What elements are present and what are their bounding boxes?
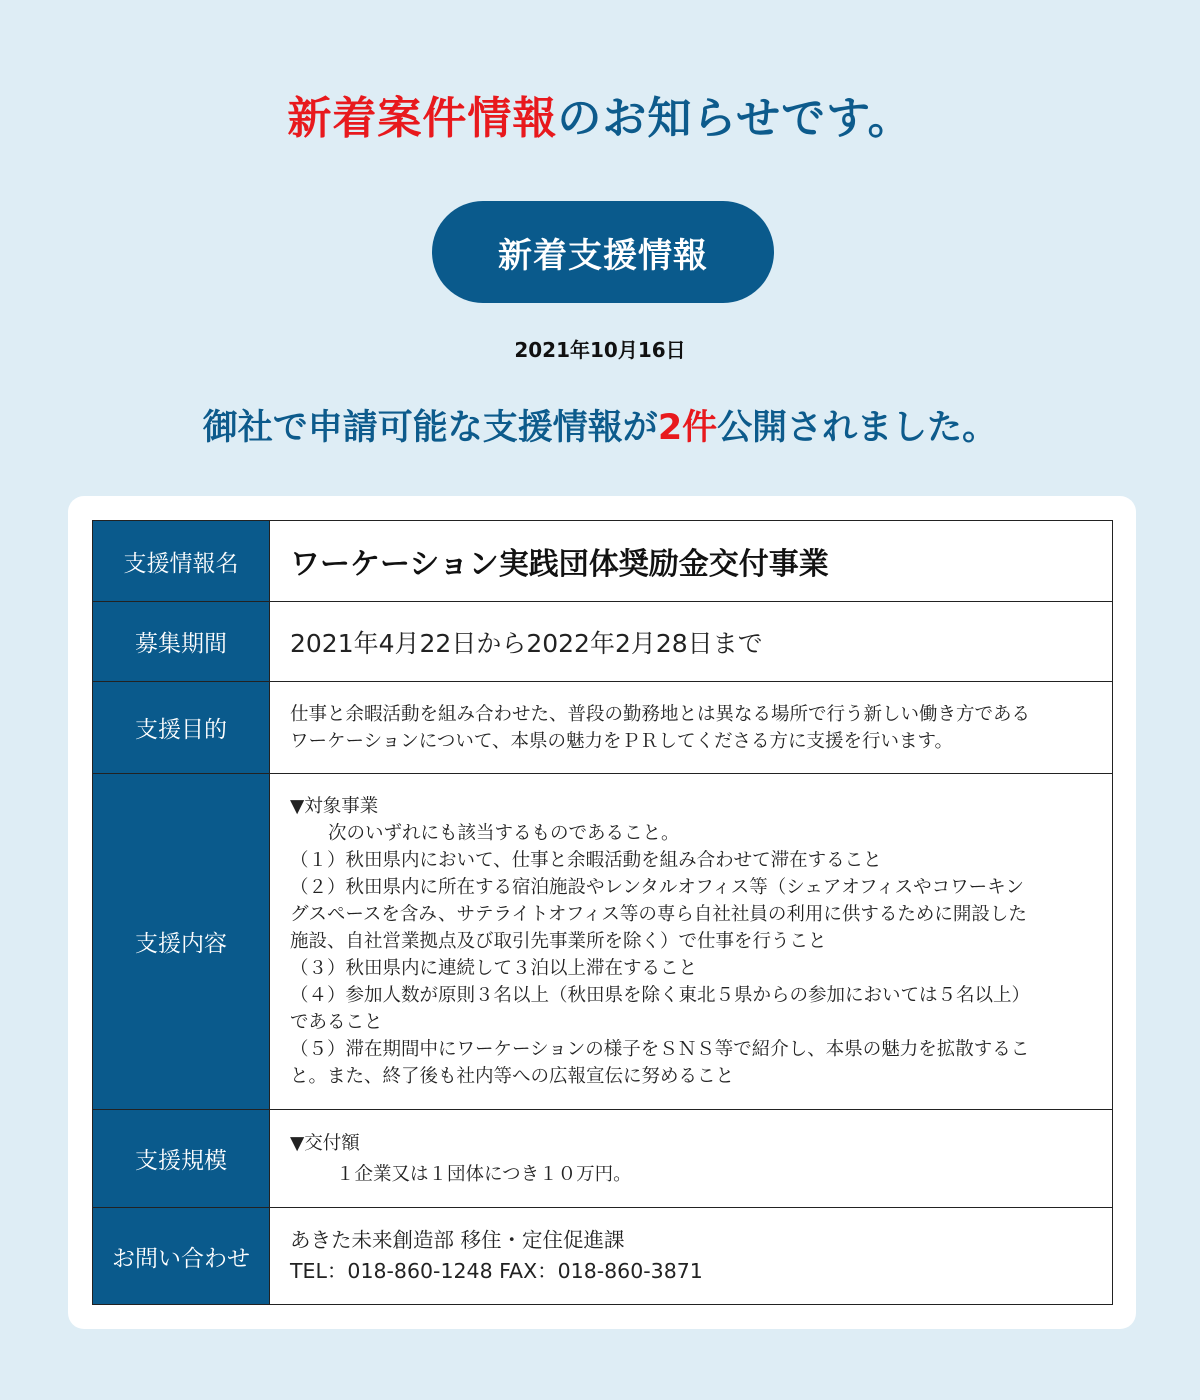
label-purpose: 支援目的 xyxy=(93,682,270,774)
headline-highlight: 新着案件情報 xyxy=(287,93,558,144)
value-name-cell xyxy=(270,521,1113,602)
support-info-card xyxy=(68,496,1136,1329)
recruitment-period: 2021年4月22日から2022年2月28日まで xyxy=(290,628,763,658)
scale-heading: ▼交付額 xyxy=(290,1132,360,1154)
contact-text xyxy=(290,1225,1088,1287)
value-scale-cell xyxy=(270,1110,1113,1208)
label-name: 支援情報名 xyxy=(93,521,270,602)
headline-text: のお知らせです。 xyxy=(557,93,913,144)
label-scale: 支援規模 xyxy=(93,1110,270,1208)
table-row-content xyxy=(93,774,1113,1110)
contact-department: あきた未来創造部 移住・定住促進課 xyxy=(290,1228,625,1252)
value-purpose-cell xyxy=(270,682,1113,774)
support-name: ワーケーション実践団体奨励金交付事業 xyxy=(290,547,829,582)
table-row-period xyxy=(93,602,1113,682)
content-line: と。また、終了後も社内等への広報宣伝に努めること xyxy=(290,1066,735,1087)
content-heading: ▼対象事業 xyxy=(290,796,379,817)
summary-text-2: 公開されました。 xyxy=(717,408,998,448)
label-period: 募集期間 xyxy=(93,602,270,682)
content-line: （２）秋田県内に所在する宿泊施設やレンタルオフィス等（シェアオフィスやコワーキン xyxy=(290,877,1024,898)
content-line: （４）参加人数が原則３名以上（秋田県を除く東北５県からの参加においては５名以上） xyxy=(290,985,1031,1006)
content-line: （３）秋田県内に連続して３泊以上滞在すること xyxy=(290,958,698,979)
content-line: 施設、自社営業拠点及び取引先事業所を除く）で仕事を行うこと xyxy=(290,931,827,952)
page-headline xyxy=(0,82,1200,146)
label-contact: お問い合わせ xyxy=(93,1208,270,1305)
new-support-info-button[interactable] xyxy=(432,201,774,303)
value-content-cell xyxy=(270,774,1113,1110)
summary-text-1: 御社で申請可能な支援情報が xyxy=(202,408,658,448)
purpose-text xyxy=(290,701,1088,755)
summary-heading xyxy=(0,400,1200,450)
content-line: （５）滞在期間中にワーケーションの様子をＳＮＳ等で紹介し、本県の魅力を拡散するこ xyxy=(290,1039,1030,1060)
value-period-cell xyxy=(270,602,1113,682)
contact-phone-fax: TEL：018-860-1248 FAX：018-860-3871 xyxy=(290,1259,703,1283)
scale-value: １企業又は１団体につき１０万円。 xyxy=(336,1163,632,1185)
table-row-name xyxy=(93,521,1113,602)
new-support-info-label: 新着支援情報 xyxy=(498,235,708,276)
content-line: であること xyxy=(290,1012,383,1033)
content-line: グスペースを含み、サテライトオフィス等の専ら自社社員の利用に供するために開設した xyxy=(290,904,1027,925)
support-info-table xyxy=(92,520,1113,1305)
purpose-line: 仕事と余暇活動を組み合わせた、普段の勤務地とは異なる場所で行う新しい働き方である xyxy=(290,703,1031,725)
purpose-line: ワーケーションについて、本県の魅力をＰＲしてくださる方に支援を行います。 xyxy=(290,730,954,752)
value-contact-cell xyxy=(270,1208,1113,1305)
content-line: （１）秋田県内において、仕事と余暇活動を組み合わせて滞在すること xyxy=(290,850,882,871)
summary-count: 2件 xyxy=(657,408,718,448)
table-row-scale xyxy=(93,1110,1113,1208)
content-intro: 次のいずれにも該当するものであること。 xyxy=(328,823,680,844)
table-row-purpose xyxy=(93,682,1113,774)
publish-date: 2021年10月16日 xyxy=(514,338,686,362)
content-text xyxy=(290,793,1088,1090)
label-content: 支援内容 xyxy=(93,774,270,1110)
table-row-contact xyxy=(93,1208,1113,1305)
scale-text xyxy=(290,1128,1088,1190)
